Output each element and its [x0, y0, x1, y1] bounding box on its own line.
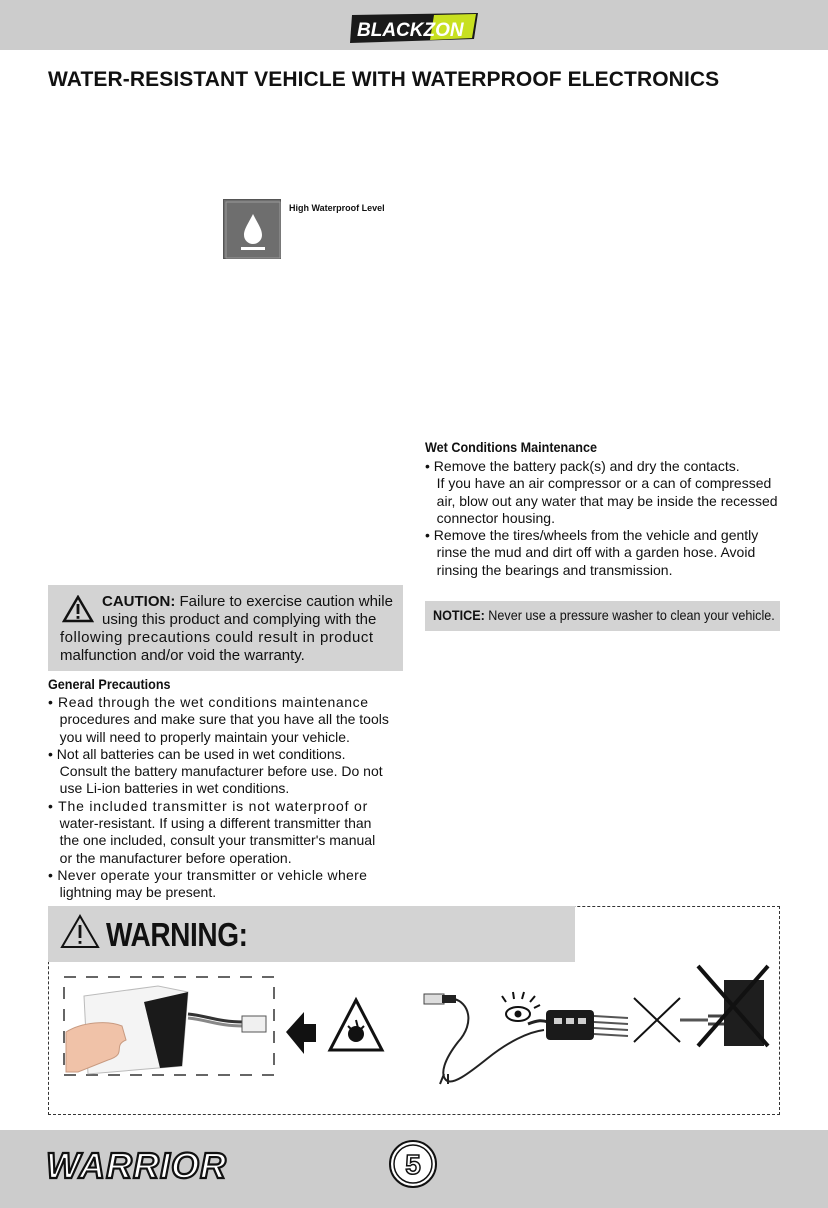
list-item: water-resistant. If using a different transmitter than [48, 815, 372, 832]
caution-line-1: Failure to exercise caution while [175, 593, 393, 610]
page-number-badge [388, 1139, 438, 1189]
list-item: If you have an air compressor or a can of compressed [425, 475, 772, 492]
warning-illustrations [48, 962, 780, 1115]
wet-maintenance-list [425, 458, 778, 579]
model-logo [42, 1142, 238, 1186]
list-item: lightning may be present. [48, 884, 217, 901]
list-item: use Li-ion batteries in wet conditions. [48, 780, 290, 797]
caution-line-3: following precautions could result in product [60, 629, 374, 646]
waterproof-level-label: High Waterproof Level [289, 203, 385, 213]
caution-line-2: using this product and complying with the [102, 611, 377, 628]
page-title: WATER-RESISTANT VEHICLE WITH WATERPROOF ELECTRONICS [48, 68, 720, 91]
battery-connector-icon [528, 1010, 628, 1040]
model-logo-text: WARRIOR [46, 1145, 227, 1186]
list-item: • Read through the wet conditions maintenance [48, 694, 369, 710]
list-item: Consult the battery manufacturer before use. Do not [48, 763, 383, 780]
general-precautions-list [48, 694, 389, 902]
list-item: air, blow out any water that may be inside the recessed [425, 492, 778, 509]
warning-triangle-icon [60, 914, 100, 950]
general-precautions-heading: General Precautions [48, 676, 171, 692]
list-item: connector housing. [425, 509, 555, 526]
caution-triangle-icon [62, 595, 94, 623]
inspect-eye-icon [502, 992, 540, 1021]
list-item: • Not all batteries can be used in wet conditions. [48, 745, 346, 762]
wet-maintenance-heading: Wet Conditions Maintenance [425, 439, 597, 455]
list-item: or the manufacturer before operation. [48, 849, 292, 866]
list-item: • Remove the battery pack(s) and dry the contacts. [425, 458, 740, 474]
notice-box [425, 601, 780, 631]
warning-banner [48, 906, 575, 962]
page-number: 5 [405, 1149, 421, 1180]
list-item: procedures and make sure that you have all the tools [48, 711, 389, 728]
list-item: • Never operate your transmitter or vehicle where [48, 866, 368, 883]
usb-cable-icon [424, 994, 544, 1084]
notice-label: NOTICE: [433, 607, 485, 623]
caution-box [48, 585, 403, 671]
caution-label: CAUTION: [102, 593, 176, 610]
prohibited-connector-icon [680, 966, 768, 1046]
wipe-connector-icon [66, 986, 266, 1074]
list-item: • Remove the tires/wheels from the vehicle and gently [425, 527, 759, 544]
list-item: rinsing the bearings and transmission. [425, 561, 673, 578]
arrow-left-icon [286, 1012, 316, 1054]
explosion-hazard-icon [330, 1000, 382, 1050]
list-item: • The included transmitter is not waterproof or [48, 797, 369, 814]
notice-text: Never use a pressure washer to clean your vehicle. [484, 607, 775, 623]
list-item: the one included, consult your transmitter's manual [48, 832, 376, 849]
water-drop-icon [223, 199, 281, 259]
prohibited-x-icon [634, 998, 680, 1042]
brand-logo-text: BLACKZON [357, 20, 464, 41]
warning-title: WARNING: [106, 916, 248, 953]
list-item: rinse the mud and dirt off with a garden hose. Avoid [425, 544, 756, 561]
caution-line-4: malfunction and/or void the warranty. [60, 647, 305, 664]
brand-logo [348, 11, 480, 45]
list-item: you will need to properly maintain your vehicle. [48, 728, 350, 745]
